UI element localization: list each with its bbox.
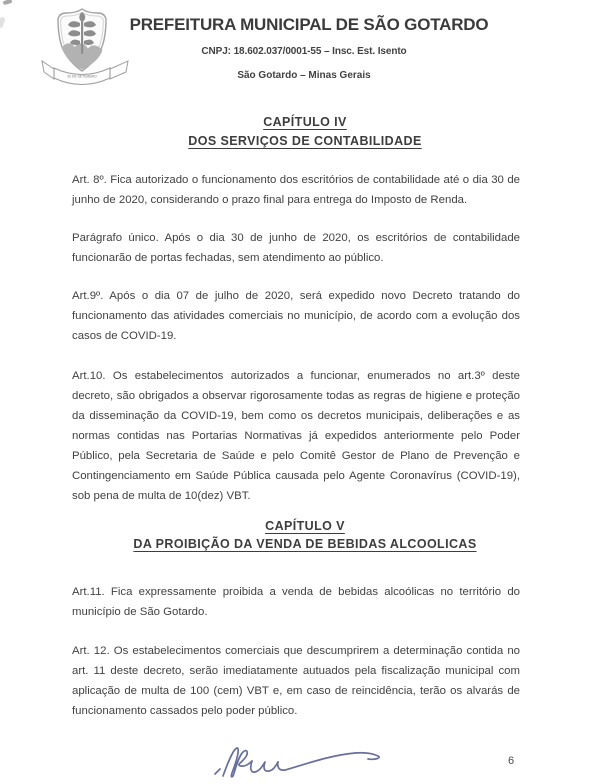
letterhead-cnpj: CNPJ: 18.602.037/0001-55 – Insc. Est. Isento: [201, 46, 407, 57]
chapter-v-heading: CAPÍTULO V: [265, 519, 345, 533]
paragraph-art-12: Art. 12. Os estabelecimentos comerciais que descumprirem a determinação contida no art. 11 deste decreto, serão imediatamente autuados pela fiscalização municipal com aplicação de multa de 100 (cem) VBT e, em caso de reincidência, terão os alvarás de funcionamento cassados pelo poder público.: [72, 645, 520, 717]
paragraph-art-9: Art.9º. Após o dia 07 de julho de 2020, será expedido novo Decreto tratando do funcionamento das atividades comerciais no município, de acordo com a evolução dos casos de COVID-19.: [72, 290, 520, 342]
ribbon-text: 30 DE SETEMBRO: [67, 74, 97, 79]
page-number: 6: [507, 755, 515, 767]
chapter-iv-heading: CAPÍTULO IV: [263, 115, 347, 129]
paragraph-art-10: Art.10. Os estabelecimentos autorizados a funcionar, enumerados no art.3º deste decreto, são obrigados a observar rigorosamente todas as regras de higiene e proteção da disseminação da COVID-19, bem como os decretos municipais, deliberações e as normas contidas nas Portarias Normativas já expedidos anteriormente pelo Poder Público, pela Secretaria de Saúde e pelo Comitê Gestor de Plano de Prevenção e Contingenciamento em Saúde Pública causada pelo Agente Coronavírus (COVID-19), sob pena de multa de 10(dez) VBT.: [72, 370, 520, 502]
chapter-iv-subtitle: DOS SERVIÇOS DE CONTABILIDADE: [188, 134, 422, 148]
letterhead-title: PREFEITURA MUNICIPAL DE SÃO GOTARDO: [129, 15, 489, 34]
paragraph-art-8: Art. 8º. Fica autorizado o funcionamento dos escritórios de contabilidade até o dia 30 de junho de 2020, considerando o prazo final para entrega do Imposto de Renda.: [72, 174, 520, 206]
letterhead-city: São Gotardo – Minas Gerais: [237, 70, 371, 81]
handwritten-signature-icon: [210, 740, 396, 784]
scan-artifact: [3, 0, 13, 5]
paragraph-art-11: Art.11. Fica expressamente proibida a venda de bebidas alcoólicas no território do município de São Gotardo.: [72, 586, 520, 618]
paragraph-paragrafo-unico: Parágrafo único. Após o dia 30 de junho de 2020, os escritórios de contabilidade funcionarão de portas fechadas, sem atendimento ao público.: [72, 232, 520, 264]
chapter-v-subtitle: DA PROIBIÇÃO DA VENDA DE BEBIDAS ALCOOLICAS: [133, 537, 477, 551]
